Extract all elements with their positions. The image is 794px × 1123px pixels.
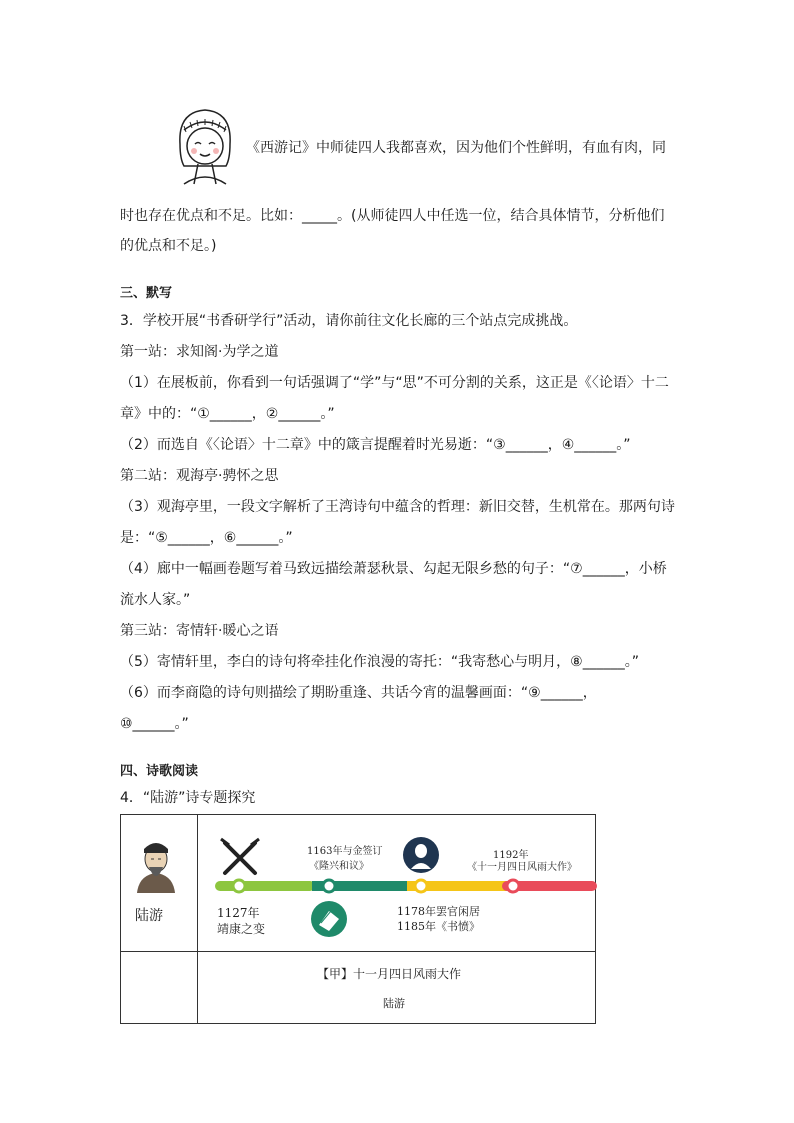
table-divider-horizontal	[121, 951, 595, 952]
question-3-3-line-2: 是：“⑤______，⑥______。”	[120, 530, 293, 546]
speech-line-1: 《西游记》中师徒四人我都喜欢，因为他们个性鲜明，有血有肉，同	[246, 140, 666, 156]
question-3-1-line-2: 章》中的：“①______，②______。”	[120, 406, 335, 422]
timeline-segment-green	[215, 881, 315, 891]
book-medallion-icon	[311, 901, 347, 937]
event-1178: 1178年罢官闲居	[397, 905, 480, 918]
question-3-2: （2）而选自《〈论语〉十二章》中的箴言提醒着时光易逝：“③______，④______。”	[120, 437, 631, 453]
crossed-swords-icon	[221, 839, 259, 873]
girl-avatar-illustration	[170, 104, 240, 186]
event-1127-year: 1127年	[217, 906, 260, 920]
event-1163-year: 1163年与金签订	[307, 846, 383, 857]
station-2-title: 第二站：观海亭·骋怀之思	[120, 468, 279, 484]
timeline-node-1192	[507, 880, 519, 892]
poet-name: 陆游	[135, 908, 163, 924]
event-1127-title: 靖康之变	[217, 922, 266, 936]
timeline-node-1127	[233, 880, 245, 892]
speech-line-3: 的优点和不足。)	[120, 238, 217, 254]
lu-you-table	[120, 814, 596, 1024]
section-3-heading: 三、默写	[120, 286, 173, 301]
question-3-1-line-1: （1）在展板前，你看到一句话强调了“学”与“思”不可分割的关系，这正是《〈论语〉十二	[120, 375, 669, 391]
question-3-4-line-1: （4）廊中一幅画卷题写着马致远描绘萧瑟秋景、勾起无限乡愁的句子：“⑦______，小桥	[120, 561, 667, 577]
event-1192-title: 《十一月四日风雨大作》	[467, 862, 577, 873]
station-1-title: 第一站：求知阁·为学之道	[120, 344, 279, 360]
question-3-4-line-2: 流水人家。”	[120, 592, 191, 608]
table-divider-vertical	[197, 815, 198, 1023]
poem-title: 【甲】十一月四日风雨大作	[317, 967, 462, 981]
timeline-node-1163	[323, 880, 335, 892]
section-4-heading: 四、诗歌阅读	[120, 764, 199, 779]
question-3-5: （5）寄情轩里，李白的诗句将牵挂化作浪漫的寄托：“我寄愁心与明月，⑧______。”	[120, 654, 639, 670]
question-3-3-line-1: （3）观海亭里，一段文字解析了王湾诗句中蕴含的哲理：新旧交替，生机常在。那两句诗	[120, 499, 675, 515]
question-4-intro: 4．“陆游”诗专题探究	[120, 790, 256, 806]
event-1192-year: 1192年	[493, 850, 529, 861]
question-3-6-line-1: （6）而李商隐的诗句则描绘了期盼重逢、共话今宵的温馨画面：“⑨______，	[120, 685, 597, 701]
poem-author: 陆游	[383, 997, 405, 1010]
question-3-6-line-2: ⑩______。”	[120, 716, 189, 732]
speech-line-2: 时也存在优点和不足。比如：_____。(从师徒四人中任选一位，结合具体情节，分析他们	[120, 208, 665, 224]
event-1163-title: 《隆兴和议》	[309, 861, 369, 872]
event-1185: 1185年《书愤》	[397, 920, 480, 933]
scholar-medallion-icon	[403, 837, 439, 873]
station-3-title: 第三站：寄情轩·暖心之语	[120, 623, 279, 639]
question-3-intro: 3．学校开展“书香研学行”活动，请你前往文化长廊的三个站点完成挑战。	[120, 313, 578, 329]
timeline-node-1178	[415, 880, 427, 892]
lu-you-portrait	[129, 835, 183, 893]
